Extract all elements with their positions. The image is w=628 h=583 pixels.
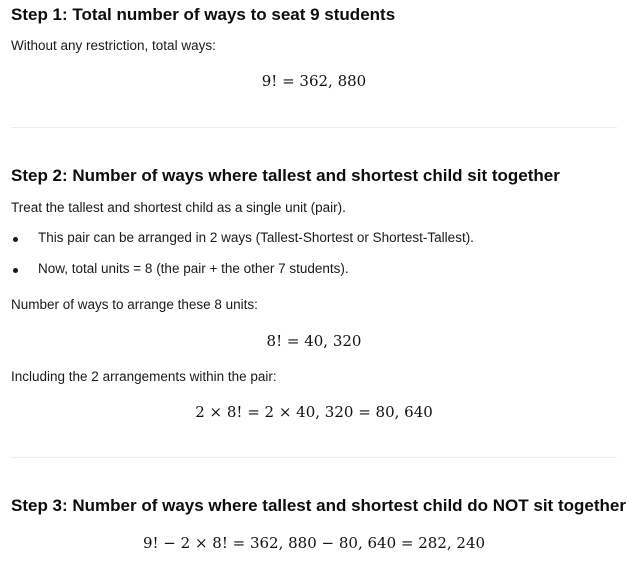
step3-heading-bold: do NOT sit together	[467, 496, 626, 515]
step2-text1: Treat the tallest and shortest child as a single unit (pair).	[11, 200, 346, 215]
step1-text: Without any restriction, total ways:	[11, 38, 216, 53]
step2-heading	[11, 166, 560, 186]
step2-heading-bold: sit together	[467, 166, 560, 185]
step2-text3: Including the 2 arrangements within the pair:	[11, 369, 277, 384]
step2-equation2: 2 × 8! = 2 × 40, 320 = 80, 640	[195, 403, 433, 421]
step1-heading-text: Step 1: Total number of ways to seat 9 students	[11, 5, 396, 24]
step2-text2: Number of ways to arrange these 8 units:	[11, 297, 258, 312]
step1-equation: 9! = 362, 880	[261, 72, 367, 90]
bullet-dot-icon	[13, 268, 18, 273]
step2-equation1: 8! = 40, 320	[266, 332, 362, 350]
bullet-dot-icon	[13, 237, 18, 242]
step1-heading	[11, 5, 395, 25]
bullet-text: Now, total units = 8 (the pair + the other 7 students).	[38, 261, 349, 276]
step2-heading-prefix: Step 2: Number of ways where tallest and shortest child	[11, 166, 468, 185]
step3-heading	[11, 496, 626, 516]
step3-heading-prefix: Step 3: Number of ways where tallest and shortest child	[11, 496, 468, 515]
divider-2	[11, 457, 617, 458]
divider-1	[11, 127, 617, 128]
bullet-text: This pair can be arranged in 2 ways (Tallest-Shortest or Shortest-Tallest).	[38, 230, 474, 245]
step3-equation: 9! − 2 × 8! = 362, 880 − 80, 640 = 282, 240	[142, 534, 486, 552]
